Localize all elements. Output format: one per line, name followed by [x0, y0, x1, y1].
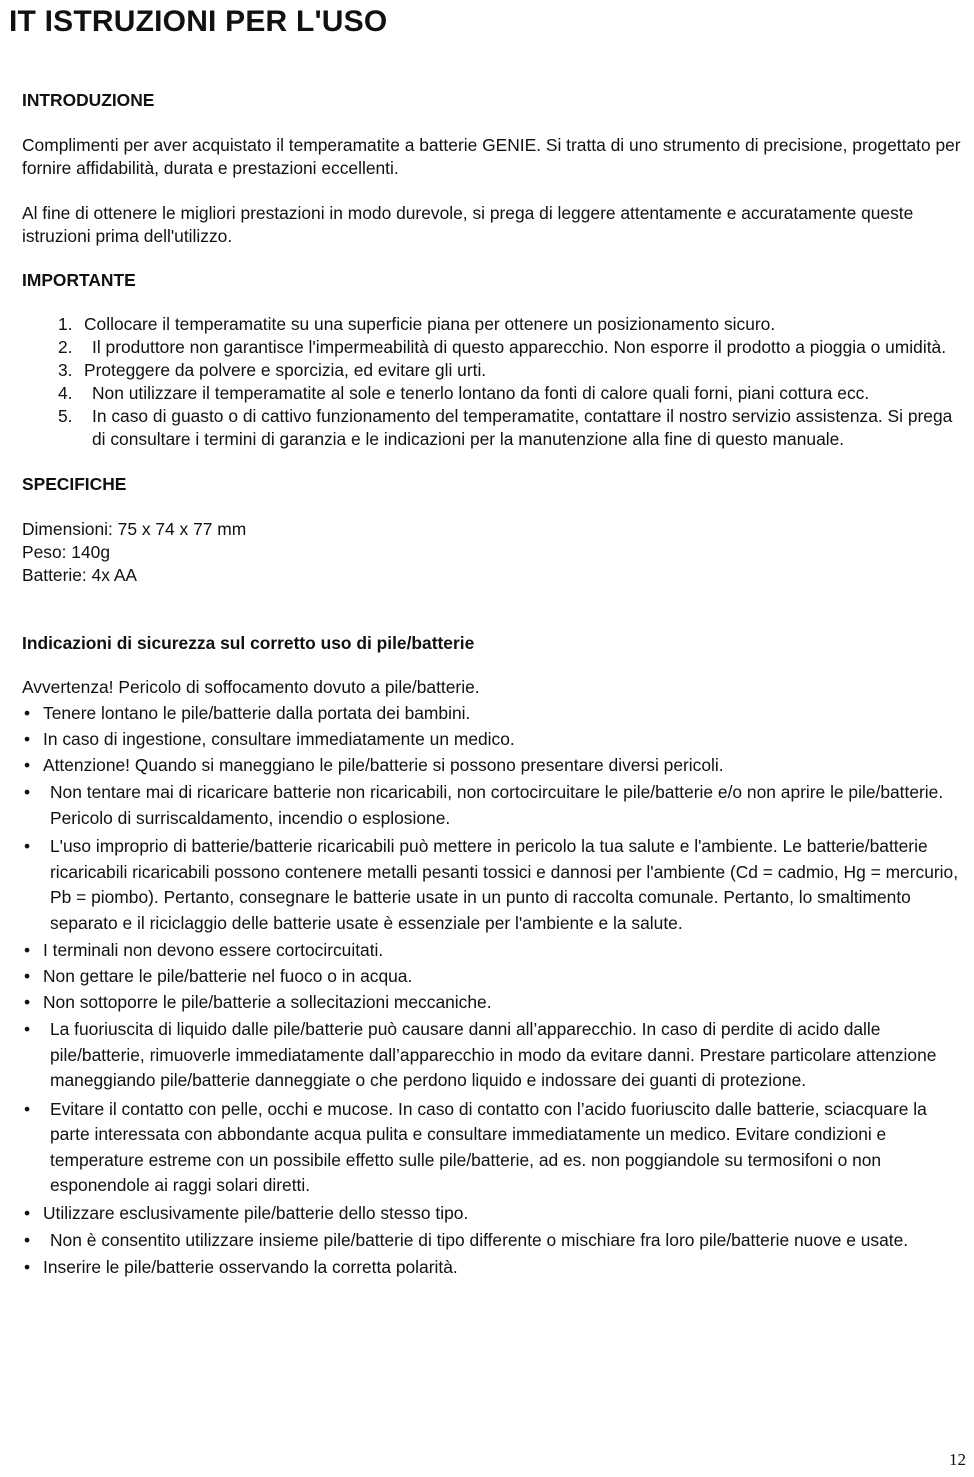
list-item: • Utilizzare esclusivamente pile/batterie dello stesso tipo. [24, 1202, 469, 1223]
item-text: In caso di guasto o di cattivo funzionamento del temperamatite, contattare il nostro servizio assistenza. Si prega di consultare i termini di garanzia e le indicazioni per la manutenzione alla fine di questo manuale. [92, 406, 953, 449]
item-text: Il produttore non garantisce l'impermeabilità di questo apparecchio. Non esporre il prodotto a pioggia o umidità. [92, 337, 947, 357]
bullet-icon: • [24, 703, 31, 723]
bullet-icon: • [24, 992, 31, 1012]
document-body [22, 88, 962, 1279]
important-item [22, 336, 962, 359]
item-text: Proteggere da polvere e sporcizia, ed evitare gli urti. [84, 360, 487, 380]
spec-batteries: Batterie: 4x AA [22, 565, 138, 585]
bullet-icon: • [24, 836, 31, 856]
list-item: • L'uso improprio di batterie/batterie ricaricabili può mettere in pericolo la tua salute e l'ambiente. Le batterie/batterie ricaricabili ricaricabili possono contenere metalli pesanti tossici e dannosi per l'ambiente (Cd = cadmio, Hg = mercurio, Pb = piombo). Pertanto, consegnare le batterie usate in un punto di raccolta comunale. Pertanto, lo smaltimento separato e il riciclaggio delle batterie usate è essenziale per l'ambiente e la salute. [24, 836, 959, 933]
list-item: • Tenere lontano le pile/batterie dalla portata dei bambini. [24, 703, 471, 723]
bullet-icon: • [24, 782, 31, 802]
bullet-icon: • [24, 940, 31, 960]
bullet-icon: • [24, 1019, 31, 1039]
item-number: 1. [58, 314, 73, 334]
important-item [22, 405, 962, 451]
bullet-icon: • [24, 966, 31, 986]
bullet-icon: • [24, 1257, 31, 1277]
list-item: • In caso di ingestione, consultare immediatamente un medico. [24, 729, 515, 749]
list-item: • Non sottoporre le pile/batterie a sollecitazioni meccaniche. [24, 992, 492, 1012]
list-item: • Non è consentito utilizzare insieme pile/batterie di tipo differente o mischiare fra loro pile/batterie nuove e usate. [22, 1228, 962, 1254]
important-item [22, 382, 962, 405]
item-number: 5. [58, 406, 73, 426]
safety-list [22, 702, 962, 1279]
list-item: • Non tentare mai di ricaricare batterie non ricaricabili, non cortocircuitare le pile/batterie e/o non aprire le pile/batterie. Pericolo di surriscaldamento, incendio o esplosione. [24, 782, 944, 828]
list-item: • Evitare il contatto con pelle, occhi e mucose. In caso di contatto con l’acido fuoriuscito dalle batterie, sciacquare la parte interessata con abbondante acqua pulita e consultare immediatamente un medico. Evitare condizioni e temperature estreme con un possibile effetto sulle pile/batterie, ad es. non poggiandole su termosifoni o non esponendole ai raggi solari diretti. [24, 1098, 927, 1195]
important-list [22, 313, 962, 451]
spec-dimensions: Dimensioni: 75 x 74 x 77 mm [22, 519, 247, 539]
page-number: 12 [949, 1450, 966, 1469]
bullet-icon: • [24, 1202, 31, 1223]
specs-heading: SPECIFICHE [22, 474, 127, 494]
list-item: • I terminali non devono essere cortocircuitati. [24, 940, 384, 960]
safety-warning: Avvertenza! Pericolo di soffocamento dovuto a pile/batterie. [22, 677, 480, 697]
important-item [22, 313, 962, 336]
important-item [22, 359, 962, 382]
bullet-icon: • [24, 729, 31, 749]
specs-block [22, 518, 962, 587]
bullet-icon: • [24, 1098, 31, 1119]
bullet-icon: • [24, 755, 31, 775]
spec-weight: Peso: 140g [22, 542, 110, 562]
intro-heading: INTRODUZIONE [22, 90, 155, 110]
important-heading: IMPORTANTE [22, 270, 136, 290]
item-number: 2. [58, 337, 73, 357]
item-number: 4. [58, 383, 73, 403]
item-text: Collocare il temperamatite su una superficie piana per ottenere un posizionamento sicuro. [84, 314, 776, 334]
bullet-icon: • [24, 1229, 31, 1250]
list-item: • Attenzione! Quando si maneggiano le pile/batterie si possono presentare diversi pericoli. [24, 755, 724, 775]
item-number: 3. [58, 360, 73, 380]
list-item: • Non gettare le pile/batterie nel fuoco o in acqua. [24, 966, 413, 986]
safety-heading: Indicazioni di sicurezza sul corretto uso di pile/batterie [22, 633, 475, 653]
intro-paragraph-2: Al fine di ottenere le migliori prestazioni in modo durevole, si prega di leggere attentamente e accuratamente queste istruzioni prima dell'utilizzo. [22, 203, 914, 246]
page-title: IT ISTRUZIONI PER L'USO [9, 5, 388, 38]
list-item: • Inserire le pile/batterie osservando la corretta polarità. [24, 1257, 458, 1277]
item-text: Non utilizzare il temperamatite al sole e tenerlo lontano da fonti di calore quali forni, piani cottura ecc. [92, 383, 870, 403]
list-item: • La fuoriuscita di liquido dalle pile/batterie può causare danni all’apparecchio. In caso di perdite di acido dalle pile/batterie, rimuoverle immediatamente dall’apparecchio in modo da evitare danni. Prestare particolare attenzione maneggiando pile/batterie danneggiate o che perdono liquido e indossare dei guanti di protezione. [24, 1019, 937, 1090]
intro-paragraph-1: Complimenti per aver acquistato il temperamatite a batterie GENIE. Si tratta di uno strumento di precisione, progettato per fornire affidabilità, durata e prestazioni eccellenti. [22, 135, 961, 178]
